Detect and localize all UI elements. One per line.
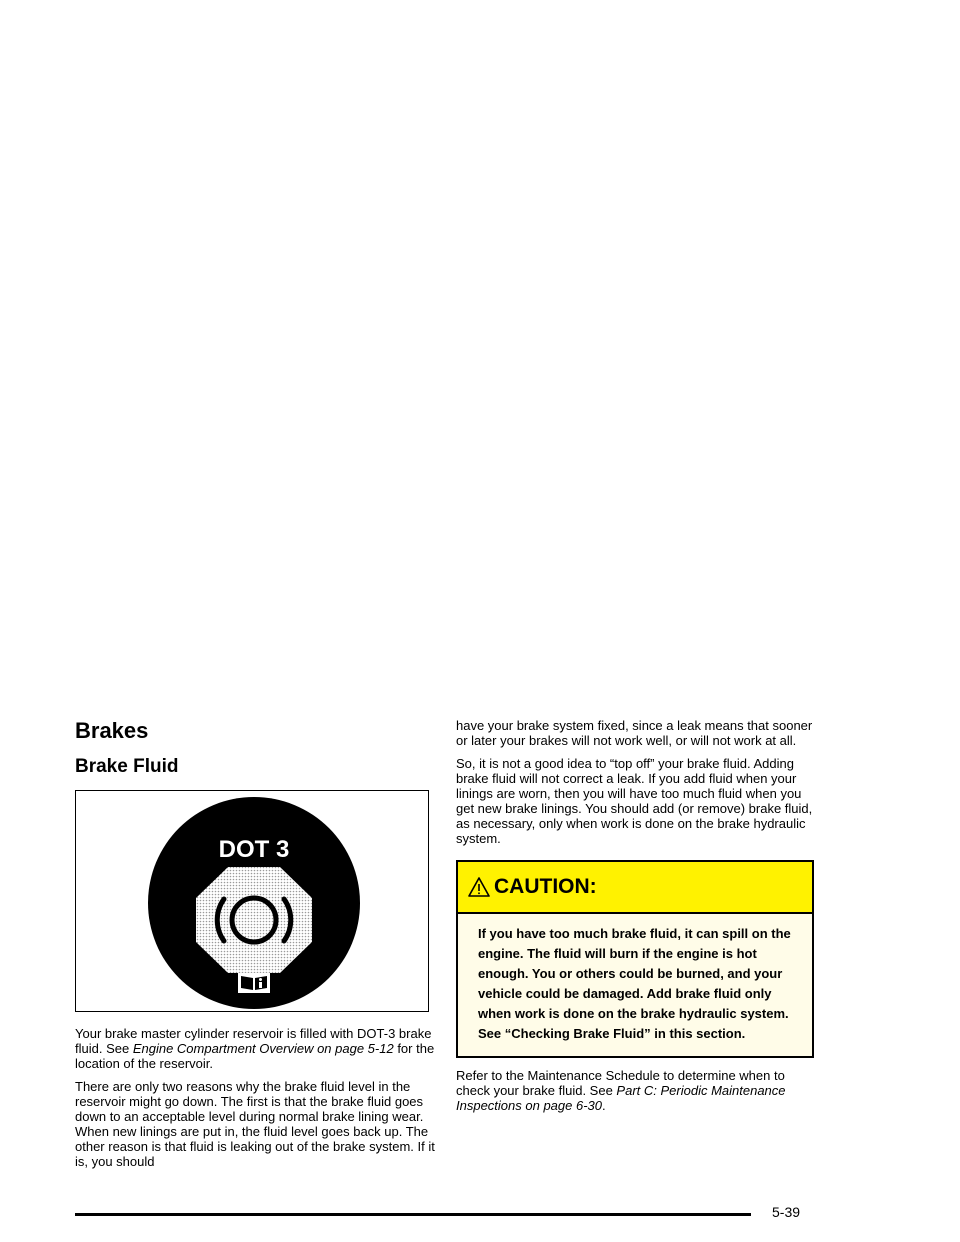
paragraph-text: Your brake master cylinder reservoir is filled with DOT-3 brake fluid. See bbox=[75, 1026, 432, 1056]
footer-rule bbox=[75, 1213, 751, 1216]
owners-manual-icon bbox=[238, 973, 270, 993]
right-column bbox=[456, 718, 818, 1121]
section-title: Brakes bbox=[75, 718, 149, 743]
brake-fluid-paragraph-5 bbox=[456, 1068, 818, 1113]
caution-box bbox=[456, 860, 814, 1058]
caution-body bbox=[458, 914, 812, 1056]
warning-triangle-icon bbox=[468, 876, 490, 898]
dot3-label: DOT 3 bbox=[218, 836, 290, 863]
brake-fluid-paragraph-1 bbox=[75, 1026, 435, 1071]
caution-text: If you have too much brake fluid, it can spill on the engine. The fluid will burn if the engine is hot enough. You or others could be burned, and your vehicle could be damaged. Add brake fluid only when work is done on the brake hydraulic system. See “Checking Brake Fluid” in this section. bbox=[478, 926, 791, 1041]
paragraph-text: . bbox=[602, 1098, 606, 1113]
caution-header bbox=[458, 862, 812, 914]
cross-reference-link[interactable]: Part C: Periodic Maintenance Inspections on page 6-30 bbox=[456, 1083, 786, 1113]
cross-reference-link[interactable]: Engine Compartment Overview on page 5-12 bbox=[132, 1041, 394, 1056]
paragraph-text: for the location of the reservoir. bbox=[75, 1041, 435, 1071]
octagon-shape bbox=[196, 867, 312, 973]
dot3-figure bbox=[75, 790, 429, 1012]
subsection-title: Brake Fluid bbox=[75, 756, 179, 777]
caution-title: CAUTION: bbox=[494, 875, 597, 898]
brake-fluid-paragraph-3: have your brake system fixed, since a leak means that sooner or later your brakes will not work well, or will not work at all. bbox=[456, 718, 813, 748]
brake-fluid-paragraph-4: So, it is not a good idea to “top off” your brake fluid. Adding brake fluid will not correct a leak. If you add fluid when your linings are worn, then you will have too much fluid when you get new brake linings. You should add (or remove) brake fluid, as necessary, only when work is done on the brake hydraulic system. bbox=[456, 756, 813, 846]
paragraph-text: Refer to the Maintenance Schedule to determine when to check your brake fluid. See bbox=[456, 1068, 785, 1098]
dot3-cap-illustration bbox=[76, 791, 430, 1013]
left-column bbox=[75, 718, 435, 1177]
brake-fluid-paragraph-2: There are only two reasons why the brake fluid level in the reservoir might go down. The first is that the brake fluid goes down to an acceptable level during normal brake lining wear. When new linings are put in, the fluid level goes back up. The other reason is that fluid is leaking out of the brake system. If it is, you should bbox=[75, 1079, 435, 1169]
page-number: 5-39 bbox=[772, 1204, 801, 1220]
